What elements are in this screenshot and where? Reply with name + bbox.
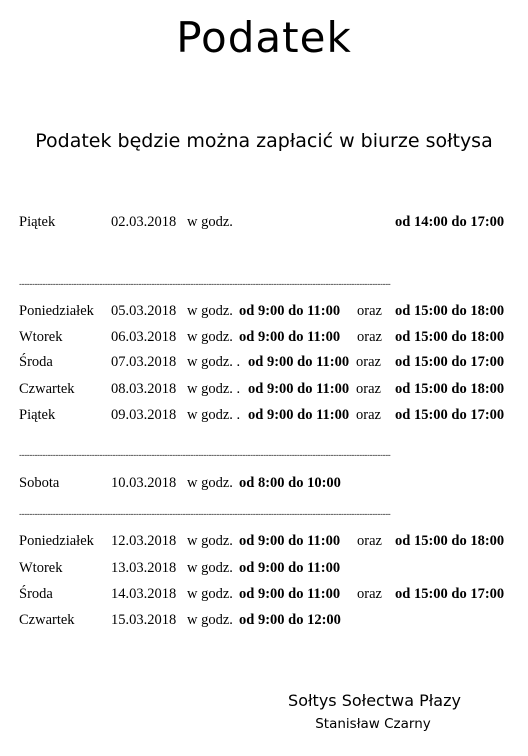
morning-hours: od 9:00 do 11:00 [239, 533, 341, 549]
signature-title: Sołtys Sołectwa Płazy [288, 691, 461, 710]
schedule-row [19, 301, 519, 321]
conjunction: oraz [356, 381, 381, 397]
afternoon-hours: od 15:00 do 18:00 [395, 303, 505, 319]
schedule-row [19, 584, 519, 604]
hours-prefix: w godz. [187, 612, 233, 628]
hours-prefix: w godz. [187, 329, 233, 345]
date: 09.03.2018 [111, 407, 177, 423]
conjunction: oraz [357, 586, 382, 602]
day-name: Piątek [19, 407, 56, 423]
hours-prefix: w godz. . [187, 407, 241, 423]
schedule-row [19, 531, 519, 551]
conjunction: oraz [357, 533, 382, 549]
afternoon-hours: od 14:00 do 17:00 [395, 214, 505, 230]
hours-prefix: w godz. [187, 303, 233, 319]
afternoon-hours: od 15:00 do 17:00 [395, 586, 505, 602]
schedule-row [19, 610, 519, 630]
document-title: Podatek [176, 13, 352, 62]
conjunction: oraz [356, 407, 381, 423]
date: 13.03.2018 [111, 560, 177, 576]
conjunction: oraz [357, 329, 382, 345]
afternoon-hours: od 15:00 do 18:00 [395, 381, 505, 397]
date: 15.03.2018 [111, 612, 177, 628]
afternoon-hours: od 15:00 do 17:00 [395, 407, 505, 423]
day-name: Sobota [19, 475, 60, 491]
morning-hours: od 9:00 do 12:00 [239, 612, 341, 628]
day-name: Wtorek [19, 560, 63, 576]
conjunction: oraz [356, 354, 381, 370]
schedule-row [19, 558, 519, 578]
schedule-row [19, 212, 519, 232]
day-name: Środa [19, 354, 53, 370]
date: 10.03.2018 [111, 475, 177, 491]
morning-hours: od 9:00 do 11:00 [239, 329, 341, 345]
signature-block [0, 689, 528, 735]
date: 06.03.2018 [111, 329, 177, 345]
date: 08.03.2018 [111, 381, 177, 397]
hours-prefix: w godz. . [187, 354, 241, 370]
separator-line: ----------------------------------------------------------------------------------------------------------------------------------------------- [19, 450, 391, 460]
schedule-row [19, 405, 519, 425]
schedule-row [19, 327, 519, 347]
signature-name: Stanisław Czarny [315, 716, 431, 732]
hours-prefix: w godz. [187, 533, 233, 549]
conjunction: oraz [357, 303, 382, 319]
afternoon-hours: od 15:00 do 17:00 [395, 354, 505, 370]
date: 12.03.2018 [111, 533, 177, 549]
schedule-row [19, 379, 519, 399]
day-name: Poniedziałek [19, 303, 94, 319]
day-name: Środa [19, 586, 53, 602]
date: 05.03.2018 [111, 303, 177, 319]
hours-prefix: w godz. [187, 586, 233, 602]
day-name: Wtorek [19, 329, 63, 345]
date: 07.03.2018 [111, 354, 177, 370]
separator-line: ----------------------------------------------------------------------------------------------------------------------------------------------- [19, 509, 391, 519]
date: 14.03.2018 [111, 586, 177, 602]
morning-hours: od 9:00 do 11:00 [239, 303, 341, 319]
day-name: Poniedziałek [19, 533, 94, 549]
morning-hours: od 9:00 do 11:00 [239, 586, 341, 602]
separator-line: ----------------------------------------------------------------------------------------------------------------------------------------------- [19, 279, 391, 289]
hours-prefix: w godz. . [187, 381, 241, 397]
day-name: Czwartek [19, 381, 75, 397]
morning-hours: od 9:00 do 11:00 [248, 407, 350, 423]
morning-hours: od 9:00 do 11:00 [248, 354, 350, 370]
date: 02.03.2018 [111, 214, 177, 230]
document-subtitle: Podatek będzie można zapłacić w biurze sołtysa [35, 130, 493, 152]
hours-prefix: w godz. [187, 214, 233, 230]
morning-hours: od 9:00 do 11:00 [239, 560, 341, 576]
day-name: Czwartek [19, 612, 75, 628]
day-name: Piątek [19, 214, 56, 230]
schedule-row [19, 352, 519, 372]
hours-prefix: w godz. [187, 560, 233, 576]
afternoon-hours: od 15:00 do 18:00 [395, 533, 505, 549]
morning-hours: od 8:00 do 10:00 [239, 475, 341, 491]
schedule-row [19, 473, 519, 493]
afternoon-hours: od 15:00 do 18:00 [395, 329, 505, 345]
hours-prefix: w godz. [187, 475, 233, 491]
morning-hours: od 9:00 do 11:00 [248, 381, 350, 397]
